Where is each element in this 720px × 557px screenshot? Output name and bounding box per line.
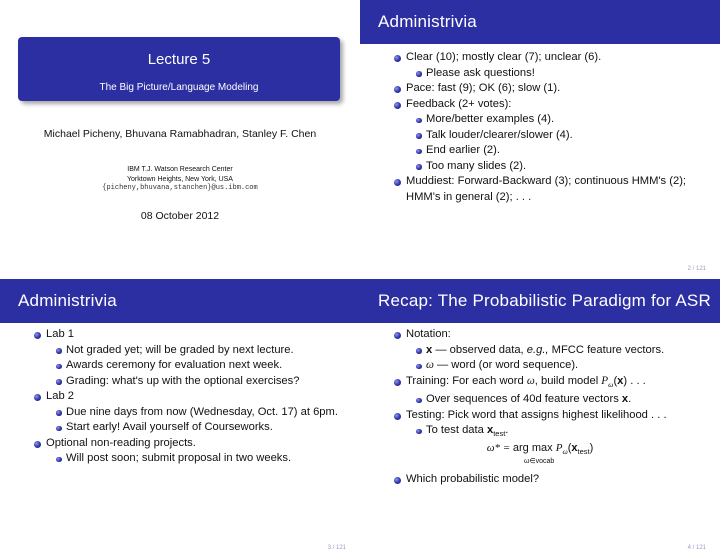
slide-content: [0, 327, 360, 467]
list-item: Lab 2: [0, 389, 360, 405]
list-item: Training: For each word ω, build model $P_\omega(x)$ . . .: [360, 374, 720, 393]
list-item: Talk louder/clearer/slower (4).: [360, 128, 720, 144]
slide-recap: [360, 279, 720, 557]
list-item: Lab 1: [0, 327, 360, 343]
list-item: Not graded yet; will be graded by next lecture.: [0, 343, 360, 359]
list-item: [360, 358, 720, 374]
list-item: Feedback (2+ votes):: [360, 97, 720, 113]
slide-title: Administrivia: [378, 12, 477, 31]
test-sub: test: [493, 429, 506, 439]
omega-star: ω* =: [486, 442, 513, 454]
list-item: More/better examples (4).: [360, 112, 720, 128]
title-box: [18, 37, 340, 101]
list-item: Notation:: [360, 327, 720, 343]
affiliation-line2: Yorktown Heights, New York, USA: [127, 175, 233, 183]
x-symbol: x: [486, 424, 494, 437]
muddiest-line1: Muddiest: Forward-Backward (3); continuous HMM's (2);: [406, 175, 687, 187]
list-item: To test data $x_{test}$.: [360, 423, 720, 442]
omega-sub: ω: [562, 447, 568, 457]
list-item: End earlier (2).: [360, 143, 720, 159]
omega-symbol: ω: [426, 359, 434, 371]
bullet-list: [360, 327, 720, 442]
list-item: Clear (10); mostly clear (7); unclear (6).: [360, 50, 720, 66]
title-slide: [0, 0, 360, 278]
date: 08 October 2012: [140, 210, 220, 222]
lecture-title: Lecture 5: [147, 51, 211, 68]
omega-symbol: ω: [526, 374, 535, 387]
x-desc2: MFCC feature vectors.: [548, 343, 665, 356]
affiliation-line1: IBM T.J. Watson Research Center: [127, 166, 233, 173]
list-item: Which probabilistic model?: [360, 472, 720, 488]
slide-administrivia-feedback: [360, 0, 720, 278]
training-b: , build model: [534, 374, 602, 387]
page-number: 4 / 121: [687, 545, 706, 551]
list-item: Please ask questions!: [360, 66, 720, 82]
x-symbol: x: [426, 343, 433, 356]
list-item: Testing: Pick word that assigns highest likelihood . . .: [360, 408, 720, 424]
bullet-list: [360, 50, 720, 205]
page-number: 3 / 121: [327, 545, 346, 551]
x-symbol: x: [617, 374, 624, 387]
list-item: Optional non-reading projects.: [0, 436, 360, 452]
eg: e.g.,: [526, 343, 549, 356]
slide-content: [360, 327, 720, 485]
argmax-subscript: ω∈vocab: [524, 458, 555, 465]
list-item: Will post soon; submit proposal in two weeks.: [0, 451, 360, 467]
list-item: Start early! Avail yourself of Courseworks.: [0, 420, 360, 436]
argmax: arg max: [512, 442, 553, 454]
slide-title-bar: [360, 279, 720, 323]
affiliation: [0, 165, 360, 184]
list-item: Awards ceremony for evaluation next week.: [0, 358, 360, 374]
bullet-list: [360, 472, 720, 488]
slide-title-bar: [0, 279, 360, 323]
p-symbol: P: [601, 374, 609, 387]
omega-desc: — word (or word sequence).: [433, 359, 579, 371]
list-item: [360, 343, 720, 359]
authors: Michael Picheny, Bhuvana Ramabhadran, Stanley F. Chen: [43, 128, 317, 140]
lecture-subtitle: The Big Picture/Language Modeling: [99, 82, 259, 93]
email: {picheny,bhuvana,stanchen}@us.ibm.com: [102, 184, 258, 192]
slide-title: Administrivia: [18, 291, 117, 310]
x-desc: — observed data,: [432, 343, 527, 356]
x-symbol: x: [571, 442, 578, 454]
testdata-text: To test data: [426, 424, 487, 437]
test-sub: test: [577, 447, 590, 457]
training-a: Training: For each word: [406, 374, 527, 387]
list-item: [360, 174, 720, 205]
muddiest-line2: HMM's in general (2); . . .: [406, 190, 532, 203]
slide-administrivia-labs: [0, 279, 360, 557]
training-c: . . .: [627, 374, 646, 387]
over-text: Over sequences of 40d feature vectors: [426, 393, 622, 406]
list-item: Pace: fast (9); OK (6); slow (1).: [360, 81, 720, 97]
argmax-equation: ω* = arg $\max P_\omega(x_{test})$: [486, 442, 594, 457]
x-symbol: x: [621, 393, 629, 406]
slide-content: [360, 50, 720, 205]
page-number: 2 / 121: [687, 266, 706, 272]
list-item: Due nine days from now (Wednesday, Oct. 17) at 6pm.: [0, 405, 360, 421]
bullet-list: [0, 327, 360, 467]
p-symbol: P: [555, 442, 563, 454]
list-item: Grading: what's up with the optional exercises?: [0, 374, 360, 390]
omega-sub: ω: [608, 379, 614, 389]
slide-title-bar: [360, 0, 720, 44]
slide-title: Recap: The Probabilistic Paradigm for ASR: [378, 291, 711, 310]
list-item: Over sequences of 40d feature vectors x.: [360, 392, 720, 408]
list-item: Too many slides (2).: [360, 159, 720, 175]
